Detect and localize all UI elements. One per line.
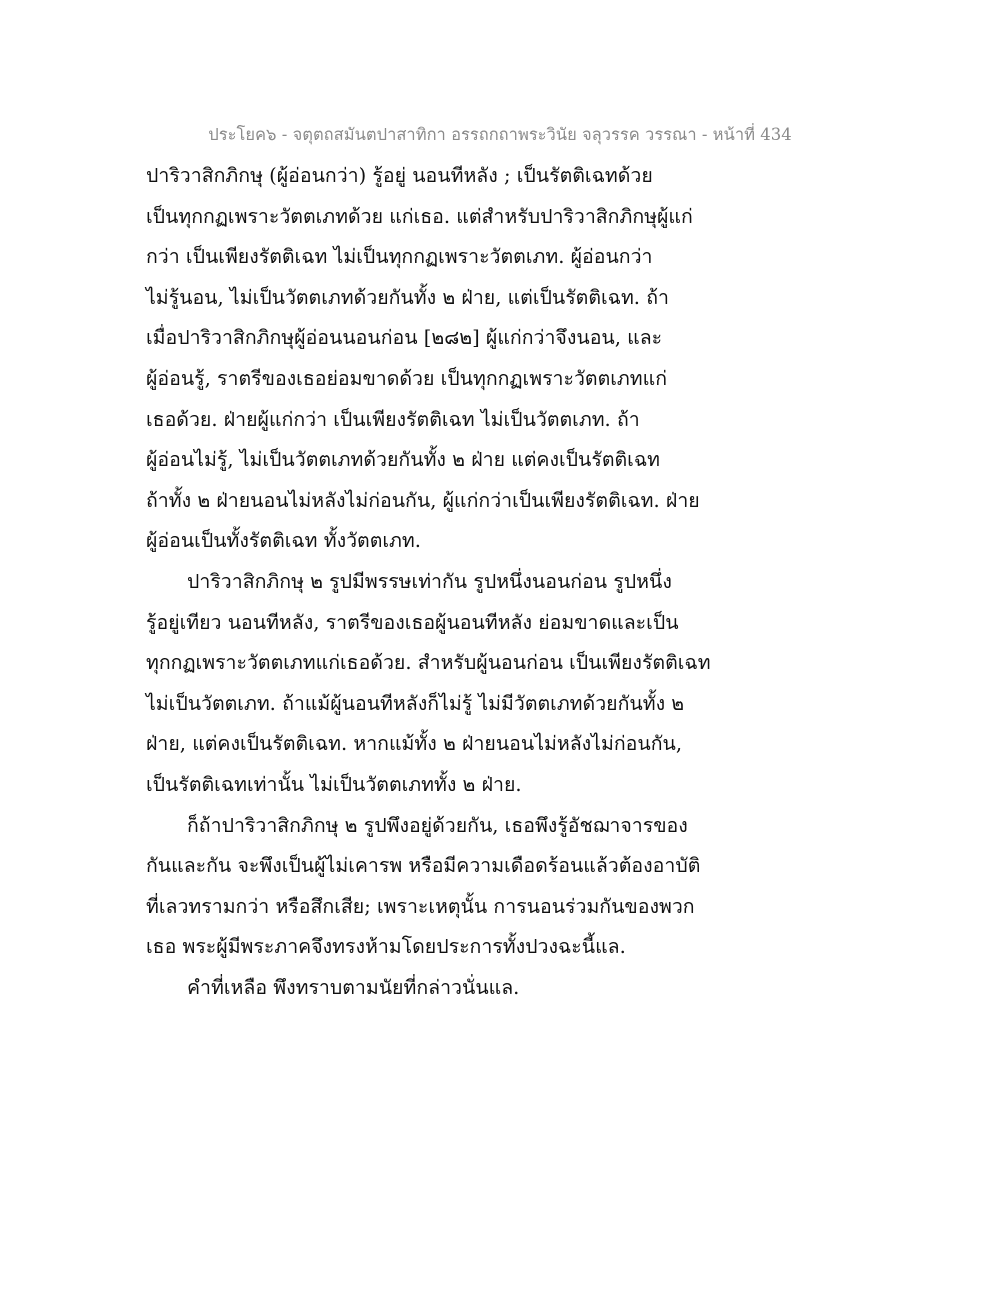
text-line: ทุกกฏเพราะวัตตเภทแก่เธอด้วย. สำหรับผู้นอนก่อน เป็นเพียงรัตติเฉท [146, 651, 711, 675]
paragraph-first-line: ปาริวาสิกภิกษุ ๒ รูปมีพรรษเท่ากัน รูปหนึ่งนอนก่อน รูปหนึ่ง [187, 569, 672, 593]
text-line: ฝ่าย, แต่คงเป็นรัตติเฉท. หากแม้ทั้ง ๒ ฝ่ายนอนไม่หลังไม่ก่อนกัน, [146, 732, 683, 756]
running-header: ประโยค๖ - จตุตถสมันตปาสาทิกา อรรถกถาพระวินัย จลุวรรค วรรณา - หน้าที่ 434 [208, 125, 792, 144]
text-line: ถ้าทั้ง ๒ ฝ่ายนอนไม่หลังไม่ก่อนกัน, ผู้แก่กว่าเป็นเพียงรัตติเฉท. ฝ่าย [146, 488, 700, 512]
text-line: เธอ พระผู้มีพระภาคจึงทรงห้ามโดยประการทั้งปวงฉะนี้แล. [146, 935, 626, 959]
text-line: ผู้อ่อนเป็นทั้งรัตติเฉท ทั้งวัตตเภท. [146, 529, 421, 553]
text-line: รู้อยู่เทียว นอนทีหลัง, ราตรีของเธอผู้นอนทีหลัง ย่อมขาดและเป็น [146, 610, 679, 634]
text-line: ไม่เป็นวัตตเภท. ถ้าแม้ผู้นอนทีหลังก็ไม่รู้ ไม่มีวัตตเภทด้วยกันทั้ง ๒ [146, 691, 685, 715]
body-text [146, 159, 766, 1011]
text-line: ไม่รู้นอน, ไม่เป็นวัตตเภทด้วยกันทั้ง ๒ ฝ่าย, แต่เป็นรัตติเฉท. ถ้า [146, 285, 669, 309]
text-line: ผู้อ่อนรู้, ราตรีของเธอย่อมขาดด้วย เป็นทุกกฏเพราะวัตตเภทแก่ [146, 366, 667, 390]
paragraph-first-line: ก็ถ้าปาริวาสิกภิกษุ ๒ รูปพึงอยู่ด้วยกัน, เธอพึงรู้อัชฌาจารของ [187, 813, 688, 837]
text-line: กว่า เป็นเพียงรัตติเฉท ไม่เป็นทุกกฏเพราะวัตตเภท. ผู้อ่อนกว่า [146, 245, 653, 269]
text-line: ผู้อ่อนไม่รู้, ไม่เป็นวัตตเภทด้วยกันทั้ง ๒ ฝ่าย แต่คงเป็นรัตติเฉท [146, 448, 660, 472]
text-line: ปาริวาสิกภิกษุ (ผู้อ่อนกว่า) รู้อยู่ นอนทีหลัง ; เป็นรัตติเฉทด้วย [146, 164, 653, 187]
text-line: ที่เลวทรามกว่า หรือสึกเสีย; เพราะเหตุนั้น การนอนร่วมกันของพวก [146, 894, 695, 918]
text-line: กันและกัน จะพึงเป็นผู้ไม่เคารพ หรือมีความเดือดร้อนแล้วต้องอาบัติ [146, 854, 701, 878]
text-line: เธอด้วย. ฝ่ายผู้แก่กว่า เป็นเพียงรัตติเฉท ไม่เป็นวัตตเภท. ถ้า [146, 407, 640, 431]
text-line: เป็นทุกกฏเพราะวัตตเภทด้วย แก่เธอ. แต่สำหรับปาริวาสิกภิกษุผู้แก่ [146, 204, 693, 228]
paragraph-first-line: คำที่เหลือ พึงทราบตามนัยที่กล่าวนั่นแล. [187, 975, 520, 999]
text-line: เมื่อปาริวาสิกภิกษุผู้อ่อนนอนก่อน [๒๘๒] ผู้แก่กว่าจึงนอน, และ [146, 326, 663, 350]
text-line: เป็นรัตติเฉทเท่านั้น ไม่เป็นวัตตเภททั้ง ๒ ฝ่าย. [146, 772, 522, 796]
